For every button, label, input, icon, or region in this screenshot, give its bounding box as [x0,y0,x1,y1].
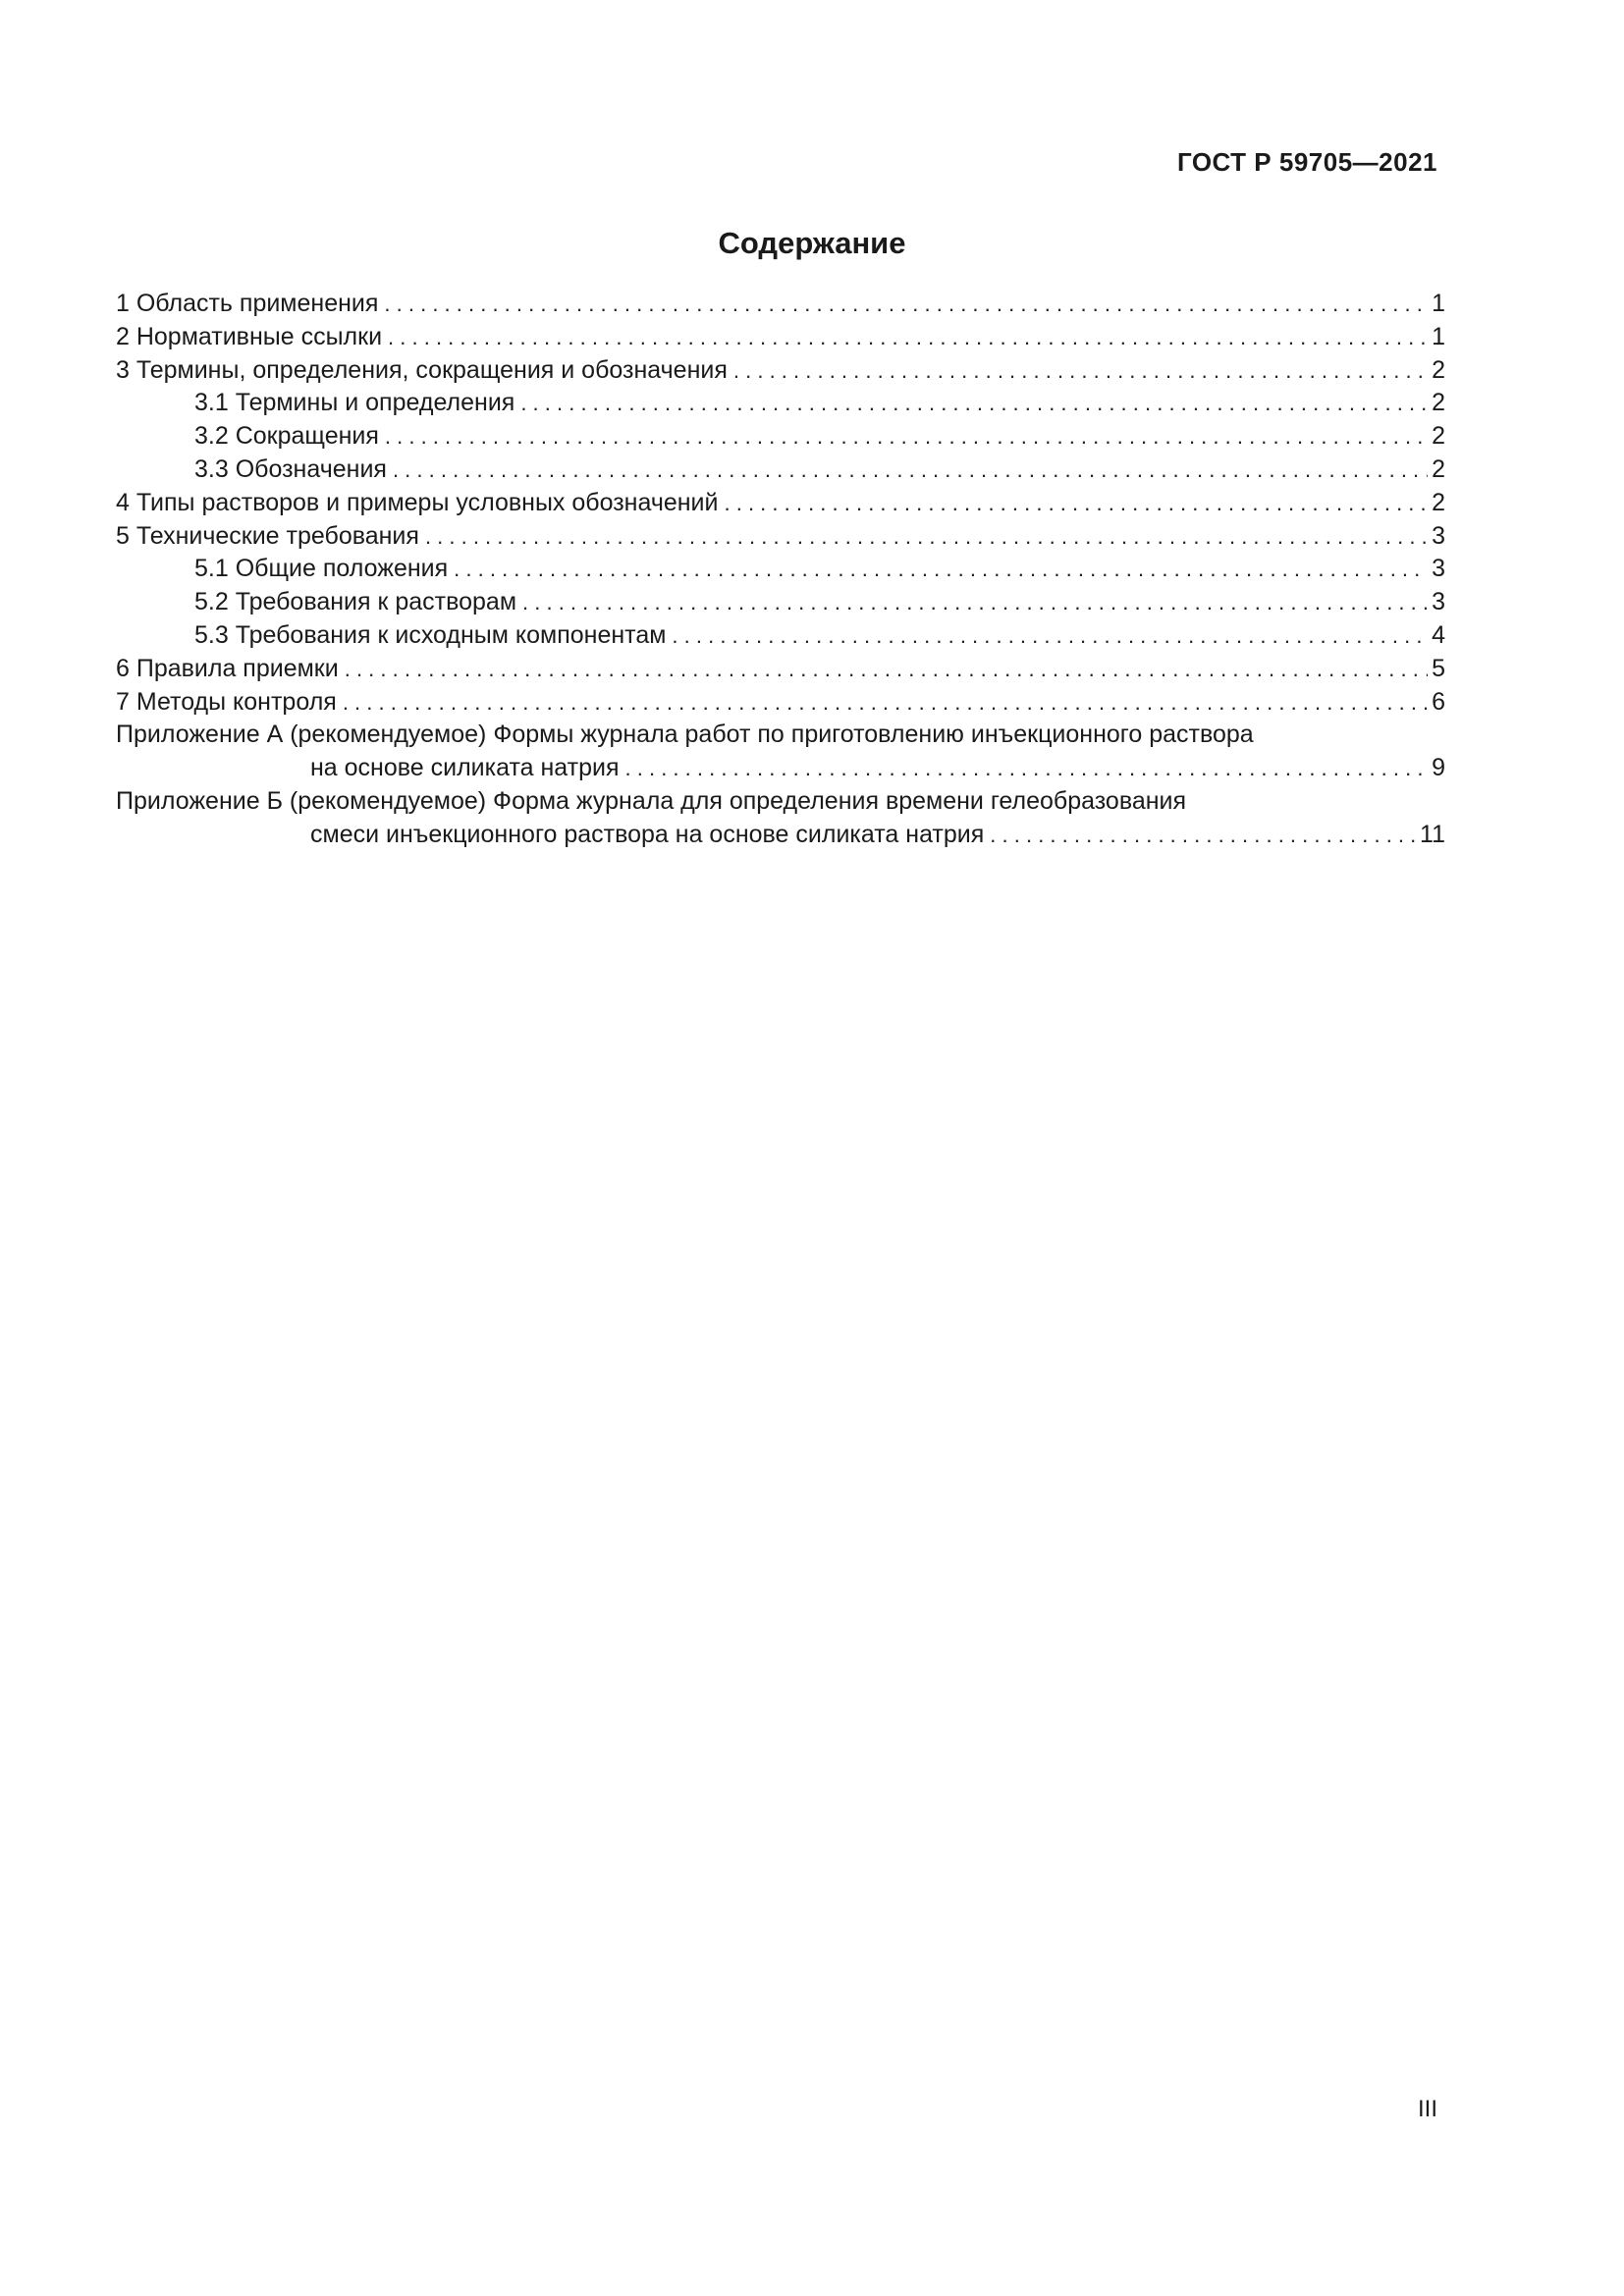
dot-leader [425,520,1428,554]
toc-entry-label: 3.2 Сокращения [194,422,379,451]
toc-entry-3[interactable] [116,354,1445,388]
dot-leader [522,586,1428,619]
toc-entry-page: 2 [1432,488,1445,516]
page-number: III [1417,2096,1437,2122]
dot-leader [625,752,1429,785]
dot-leader [990,819,1416,852]
toc-entry-3-3[interactable] [116,454,1445,487]
toc-entry-1[interactable] [116,288,1445,321]
toc-entry-label: 4 Типы растворов и примеры условных обозначений [116,488,719,516]
toc-entry-page: 2 [1432,389,1445,417]
dot-leader [725,487,1429,520]
toc-entry-3-1[interactable] [116,387,1445,420]
toc-entry-3-2[interactable] [116,420,1445,454]
toc-entry-label-continuation: смеси инъекционного раствора на основе силиката натрия [310,820,985,848]
toc-entry-appendix-b[interactable] [116,785,1445,819]
toc-entry-5-3[interactable] [116,619,1445,653]
toc-entry-label: 6 Правила приемки [116,654,339,682]
toc-entry-label: Приложение Б (рекомендуемое) Форма журнала для определения времени гелеобразования [116,786,1187,815]
toc-entry-label: 5.2 Требования к растворам [194,588,517,616]
toc-entry-4[interactable] [116,487,1445,520]
toc-entry-5-1[interactable] [116,553,1445,586]
toc-entry-label: 5.1 Общие положения [194,555,449,583]
toc-entry-page: 3 [1432,521,1445,550]
toc-entry-page: 11 [1420,820,1445,848]
toc-entry-label: 7 Методы контроля [116,687,337,716]
toc-entry-2[interactable] [116,321,1445,354]
toc-entry-label: Приложение А (рекомендуемое) Формы журнала работ по приготовлению инъекционного раствора [116,721,1254,749]
dot-leader [393,454,1428,487]
toc-entry-appendix-a[interactable] [116,719,1445,752]
toc-entry-label-continuation: на основе силиката натрия [310,754,620,782]
dot-leader [388,321,1428,354]
toc-entry-page: 1 [1432,322,1445,350]
toc-entry-page: 6 [1432,687,1445,716]
toc-entry-label: 1 Область применения [116,290,379,317]
dot-leader [385,420,1428,454]
toc-entry-page: 3 [1432,588,1445,616]
toc-entry-label: 2 Нормативные ссылки [116,322,383,350]
toc-entry-6[interactable] [116,653,1445,686]
toc-entry-label: 3 Термины, определения, сокращения и обозначения [116,355,728,384]
toc-entry-label: 5 Технические требования [116,521,419,550]
dot-leader [384,288,1428,321]
dot-leader [343,686,1428,720]
toc-entry-page: 2 [1432,422,1445,451]
toc-entry-appendix-a-cont[interactable] [116,752,1445,785]
toc-entry-page: 4 [1432,620,1445,649]
dot-leader [454,553,1428,586]
toc-entry-7[interactable] [116,686,1445,720]
toc-entry-page: 5 [1432,654,1445,682]
toc-entry-page: 9 [1432,754,1445,782]
toc-entry-page: 2 [1432,355,1445,384]
dot-leader [672,619,1428,653]
document-designation: ГОСТ Р 59705—2021 [1176,147,1437,177]
toc-title: Содержание [718,226,906,260]
dot-leader [733,354,1428,388]
toc-entry-5-2[interactable] [116,586,1445,619]
toc-entry-page: 2 [1432,454,1445,483]
table-of-contents [116,288,1445,852]
toc-entry-label: 5.3 Требования к исходным компонентам [194,620,667,649]
toc-entry-appendix-b-cont[interactable] [116,819,1445,852]
toc-entry-page: 3 [1432,555,1445,583]
toc-entry-label: 3.3 Обозначения [194,454,387,483]
dot-leader [520,387,1428,420]
toc-entry-5[interactable] [116,520,1445,554]
toc-entry-page: 1 [1432,290,1445,317]
toc-entry-label: 3.1 Термины и определения [194,389,515,417]
dot-leader [345,653,1428,686]
